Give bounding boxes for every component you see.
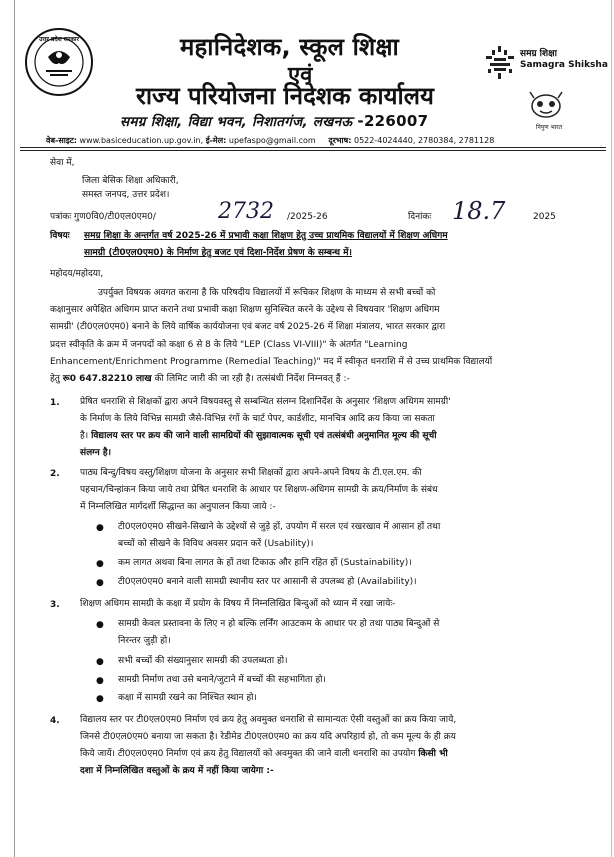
intro-line6 [50, 375, 350, 384]
samagra-hindi-label: समग्र शिक्षा [520, 49, 557, 59]
intro-line4: प्रदत्त स्वीकृति के क्रम में जनपदों को कक्षा 6 से 8 के लिये "LEP (Class VI-VIII)" के अंतर्गत "Learning [50, 340, 408, 350]
address-text: समग्र शिक्षा, विद्या भवन, निशातगंज, लखनऊ [120, 114, 353, 130]
nipun-bharat-mascot-icon [528, 90, 564, 122]
office-title-line2: एवं [288, 63, 313, 88]
office-address [120, 112, 428, 130]
point2-bullet1-cont: बच्चों को सीखने के विविध अवसर प्रदान करें (Usability)। [118, 539, 314, 549]
mascot-caption: निपुण भारत [536, 124, 563, 131]
recipient-line3: समस्त जनपद, उत्तर प्रदेश। [82, 190, 170, 200]
salutation: महोदय/महोदया, [50, 269, 104, 279]
point3-bullet2: सभी बच्चों की संख्यानुसार सामग्री की उपलब्धता हो। [118, 656, 288, 666]
point2-number: 2. [50, 469, 60, 479]
point1-line3-bold: विद्यालय स्तर पर क्रय की जाने वाली सामग्रियों की सुझावात्मक सूची एवं तत्संबंधी अनुमानित मूल्य की सूची [91, 431, 437, 441]
samagra-shiksha-logo-icon [484, 46, 516, 80]
website-link[interactable]: www.basiceducation.up.gov.in, [79, 136, 204, 145]
intro-amount: रू0 647.82210 लाख [62, 374, 152, 384]
recipient-line1: सेवा में, [50, 158, 75, 168]
intro-line3: सामग्री' (टी0एल0एम0) बनाने के लिये वार्षिक कार्ययोजना एवं बजट वर्ष 2025-26 में शिक्षा मंत्रालय, भारत सरकार द्वारा [50, 322, 446, 332]
header-divider [20, 147, 606, 148]
point2-bullet2: कम लागत अथवा बिना लागत के हों तथा टिकाऊ और हानि रहित हों (Sustainability)। [118, 558, 412, 568]
reference-label: पत्रांकः गुण0वि0/टी0एल0एम0/ [50, 212, 156, 222]
point3-bullet3: सामग्री निर्माण तथा उसे बनाने/जुटाने में बच्चों की सहभागिता हो। [118, 675, 326, 685]
intro-line2: कक्षानुसार अपेक्षित अधिगम प्राप्त कराने तथा प्रभावी कक्षा शिक्षण सुनिश्चित करने के उद्देश्य से विषयवार 'शिक्षण अधिगम [50, 305, 440, 315]
point1-line2: के निर्माण के लिये विभिन्न सामग्री जैसे-विभिन्न रंगों के चार्ट पेपर, कार्डशीट, मानचित्र आदि क्रय किया जा सकता [80, 414, 435, 424]
point3-bullet4: कक्षा में सामग्री रखने का निश्चित स्थान हो। [118, 693, 257, 703]
reference-year: /2025-26 [287, 212, 328, 222]
point2-line1: पाठ्य बिन्दु/विषय वस्तु/शिक्षण योजना के अनुसार सभी शिक्षकों द्वारा अपने-अपने विषय के टी.एल.एम. की [80, 468, 422, 478]
phone-label: दूरभाष: [328, 136, 352, 145]
intro-line6-b: की लिमिट जारी की जा रही है। तत्संबंधी निर्देश निम्नवत् हैं :- [154, 374, 350, 384]
point4-line3-a: किये जायें। टी0एल0एम0 निर्माण एवं क्रय हेतु विद्यालयों को अवमुक्त की जाने वाली धनराशि का उपयोग [80, 749, 416, 759]
point3-bullet1: सामग्री केवल प्रस्तावना के लिए न हो बल्कि लर्निंग आउटकम के आधार पर हो तथा पाठ्य बिन्दुओं से [118, 619, 440, 629]
point3-number: 3. [50, 600, 60, 610]
email-link[interactable]: upefaspo@gmail.com [228, 136, 316, 145]
point4-line3-bold: किसी भी [418, 749, 448, 759]
bullet-icon: ● [96, 620, 104, 630]
point4-line1: विद्यालय स्तर पर टी0एल0एम0 निर्माण एवं क्रय हेतु अवमुक्त धनराशि से सामान्यतः ऐसी वस्तुओं का क्रय किया जाये, [80, 715, 457, 725]
subject-line2: सामग्री (टी0एल0एम0) के निर्माण हेतु बजट एवं दिशा-निर्देश प्रेषण के सम्बन्ध में। [84, 248, 352, 258]
phone-numbers: 0522-4024440, 2780384, 2781128 [353, 136, 495, 145]
header-divider-thin [20, 150, 606, 151]
point2-line2: पहचान/चिन्हांकन किया जाये तथा प्रेषित धनराशि के आधार पर शिक्षण-अधिगम सामग्री के क्रय/निर्माण के संबंध [80, 485, 438, 495]
point1-line3 [80, 432, 437, 441]
address-pincode: -226007 [357, 112, 429, 130]
recipient-line2: जिला बेसिक शिक्षा अधिकारी, [82, 176, 179, 186]
bullet-icon: ● [96, 523, 104, 533]
email-label: ई-मेल: [205, 136, 227, 145]
date-year: 2025 [533, 212, 556, 222]
contact-line [46, 135, 494, 146]
bullet-icon: ● [96, 694, 104, 704]
intro-line6-a: हेतु [50, 374, 60, 384]
point4-line2: जिनसे टी0एल0एम0 बनाया जा सकता है। रेडीमेड टी0एल0एम0 का क्रय यदि अपरिहार्य हो, तो कम मूल्य के ही क्रय [80, 732, 456, 742]
bullet-icon: ● [96, 657, 104, 667]
samagra-english-label: Samagra Shiksha [520, 60, 608, 70]
point4-line3 [80, 750, 448, 759]
point1-line3-a: है। [80, 431, 89, 441]
office-title-line1: महानिदेशक, स्कूल शिक्षा [180, 33, 399, 61]
date-handwritten: 18.7 [452, 197, 506, 225]
bullet-icon: ● [96, 578, 104, 588]
office-title-line3: राज्य परियोजना निदेशक कार्यालय [136, 82, 434, 110]
reference-number-handwritten: 2732 [218, 199, 274, 224]
seal-caption: उत्तर प्रदेश सरकार [39, 36, 79, 43]
bullet-icon: ● [96, 559, 104, 569]
subject-label: विषयः [50, 231, 70, 241]
intro-line1: उपर्युक्त विषयक अवगत कराना है कि परिषदीय विद्यालयों में रूचिकर शिक्षण के माध्यम से सभी बच्चों को [98, 288, 436, 298]
intro-line5: Enhancement/Enrichment Programme (Remedial Teaching)" मद में स्वीकृत धनराशि में से उच्च प्राथमिक विद्यालयों [50, 357, 493, 367]
point4-line4: दशा में निम्नलिखित वस्तुओं के क्रय में नहीं किया जायेगा :- [80, 766, 274, 776]
date-label: दिनांकः [408, 212, 432, 222]
point1-number: 1. [50, 398, 60, 408]
point3-line1: शिक्षण अधिगम सामग्री के कक्षा में प्रयोग के विषय में निम्नलिखित बिन्दुओं को ध्यान में रखा जायेः- [80, 599, 396, 609]
point4-number: 4. [50, 716, 60, 726]
up-government-seal-icon [24, 27, 94, 97]
website-label: वेब-साइट: [46, 136, 77, 145]
bullet-icon: ● [96, 676, 104, 686]
point2-bullet3: टी0एल0एम0 बनाने वाली सामग्री स्थानीय स्तर पर आसानी से उपलब्ध हो (Availability)। [118, 577, 417, 587]
point1-line4: संलग्न है। [80, 448, 112, 458]
point2-line3: में निम्नलिखित मार्गदर्शी सिद्धान्त का अनुपालन किया जाये :- [80, 502, 276, 512]
subject-line1: समग्र शिक्षा के अन्तर्गत वर्ष 2025-26 में प्रभावी कक्षा शिक्षण हेतु उच्च प्राथमिक विद्यालयों में शिक्षण अधिगम [84, 231, 448, 241]
point2-bullet1: टी0एल0एम0 सीखने-सिखाने के उद्देश्यों से जुड़े हों, उपयोग में सरल एवं रखरखाव में आसान हों तथा [118, 522, 441, 532]
point1-line1: प्रेषित धनराशि से शिक्षकों द्वारा अपने विषयवस्तु से सम्बन्धित संलग्न दिशानिर्देश के अनुसार 'शिक्षण अधिगम सामग्री' [80, 397, 451, 407]
point3-bullet1-cont: निरन्तर जुड़ी हो। [118, 636, 171, 646]
